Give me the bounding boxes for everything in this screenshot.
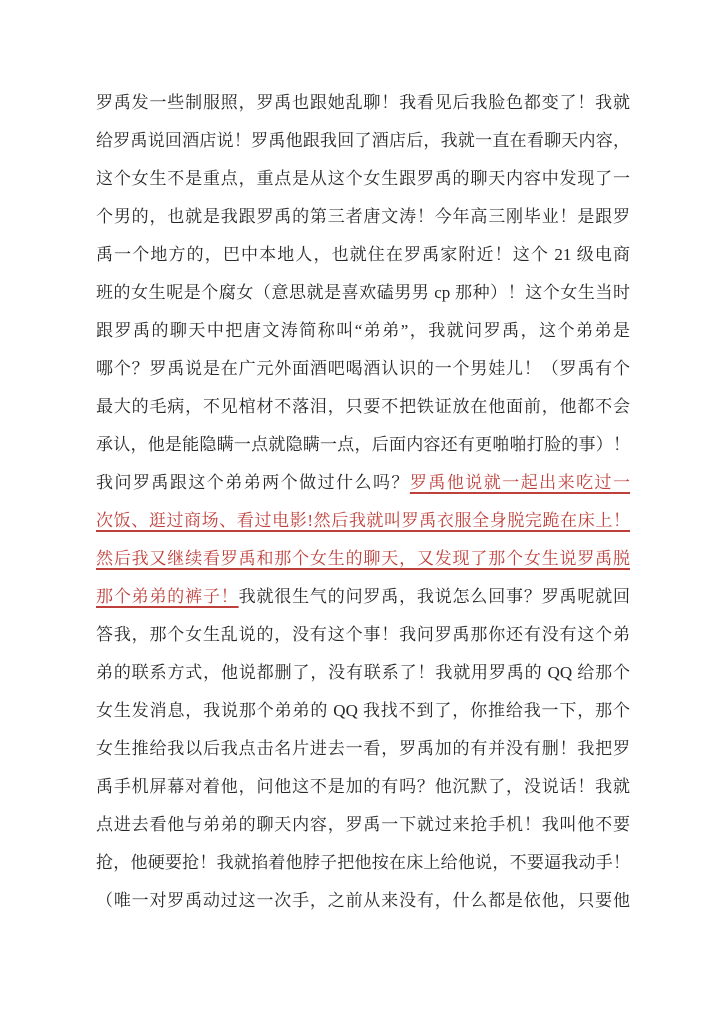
text-segment: 承认，他是能隐瞒一点就隐瞒一点，后面内容还有更啪啪打脸的事）！ (96, 435, 630, 454)
text-line (96, 654, 630, 692)
text-segment: 禹一个地方的，巴中本地人，也就住在罗禹家附近！这个 21 级电商 (96, 245, 630, 264)
highlighted-text-segment: 那个弟弟的裤子！ (96, 587, 239, 606)
text-segment: 给罗禹说回酒店说！罗禹他跟我回了酒店后，我就一直在看聊天内容， (96, 131, 630, 150)
text-line (96, 84, 630, 122)
text-line (96, 540, 630, 578)
text-line (96, 198, 630, 236)
text-line (96, 160, 630, 198)
text-line (96, 122, 630, 160)
text-segment: 我就很生气的问罗禹，我说怎么回事？罗禹呢就回 (238, 587, 631, 606)
text-segment: 弟的联系方式，他说都删了，没有联系了！我就用罗禹的 QQ 给那个 (96, 663, 630, 682)
highlighted-text-segment: 次饭、逛过商场、看过电影!然后我就叫罗禹衣服全身脱完跪在床上！ (96, 511, 630, 530)
article-text (96, 84, 630, 920)
highlighted-text-segment: 罗禹他说就一起出来吃过一 (409, 473, 631, 492)
text-line (96, 692, 630, 730)
text-line (96, 616, 630, 654)
text-segment: 点进去看他与弟弟的聊天内容，罗禹一下就过来抢手机！我叫他不要 (96, 815, 630, 834)
text-segment: 禹手机屏幕对着他，问他这不是加的有吗？他沉默了，没说话！我就 (96, 777, 630, 796)
text-line (96, 882, 630, 920)
text-line (96, 844, 630, 882)
text-segment: 女生发消息，我说那个弟弟的 QQ 我找不到了，你推给我一下，那个 (96, 701, 630, 720)
text-line (96, 730, 630, 768)
text-segment: 答我，那个女生乱说的，没有这个事！我问罗禹那你还有没有这个弟 (96, 625, 630, 644)
text-segment: 女生推给我以后我点击名片进去一看，罗禹加的有并没有删！我把罗 (96, 739, 630, 758)
text-line (96, 312, 630, 350)
text-segment: 跟罗禹的聊天中把唐文涛简称叫“弟弟”，我就问罗禹，这个弟弟是 (96, 321, 630, 340)
text-segment: 班的女生呢是个腐女（意思就是喜欢磕男男 cp 那种）！这个女生当时 (96, 283, 630, 302)
highlighted-text-segment: 然后我又继续看罗禹和那个女生的聊天，又发现了那个女生说罗禹脱 (96, 549, 630, 568)
text-line (96, 350, 630, 388)
text-line (96, 502, 630, 540)
text-line (96, 578, 630, 616)
text-segment: 最大的毛病，不见棺材不落泪，只要不把铁证放在他面前，他都不会 (96, 397, 630, 416)
text-segment: 哪个？罗禹说是在广元外面酒吧喝酒认识的一个男娃儿！（罗禹有个 (96, 359, 630, 378)
text-line (96, 274, 630, 312)
text-line (96, 768, 630, 806)
text-line (96, 426, 630, 464)
text-segment: 个男的，也就是我跟罗禹的第三者唐文涛！今年高三刚毕业！是跟罗 (96, 207, 630, 226)
text-line (96, 388, 630, 426)
text-segment: 这个女生不是重点，重点是从这个女生跟罗禹的聊天内容中发现了一 (96, 169, 630, 188)
text-segment: 我问罗禹跟这个弟弟两个做过什么吗？ (96, 473, 410, 492)
text-segment: 罗禹发一些制服照，罗禹也跟她乱聊！我看见后我脸色都变了！我就 (96, 93, 630, 112)
text-line (96, 236, 630, 274)
text-line (96, 464, 630, 502)
text-segment: （唯一对罗禹动过这一次手，之前从来没有，什么都是依他，只要他 (96, 891, 630, 910)
text-segment: 抢，他硬要抢！我就掐着他脖子把他按在床上给他说，不要逼我动手！ (96, 853, 630, 872)
text-line (96, 806, 630, 844)
